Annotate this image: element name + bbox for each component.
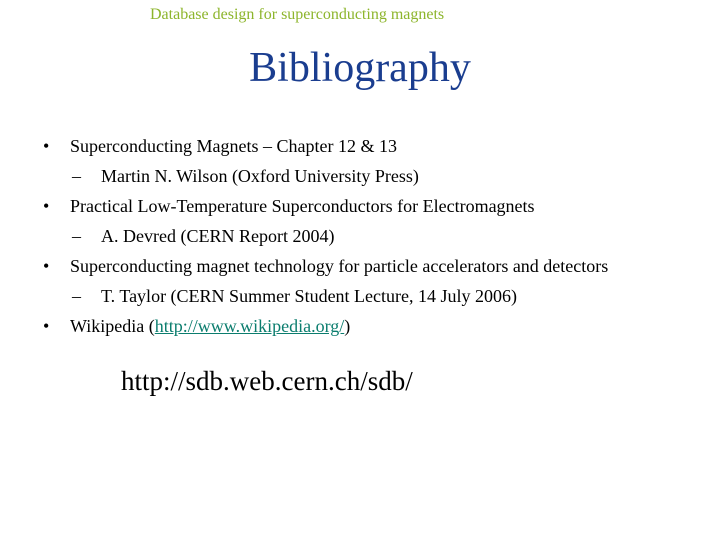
wikipedia-close-paren: ) <box>344 316 351 336</box>
list-subitem <box>0 161 720 191</box>
list-item-text: Superconducting Magnets – Chapter 12 & 13 <box>70 136 397 156</box>
wikipedia-link[interactable]: http://www.wikipedia.org/ <box>154 316 345 336</box>
slide-header: Database design for superconducting magnets <box>150 6 445 23</box>
bullet-icon: • <box>43 316 50 336</box>
dash-icon: – <box>72 286 81 306</box>
bullet-icon: • <box>43 196 50 216</box>
list-subitem <box>0 221 720 251</box>
list-subitem-text: A. Devred (CERN Report 2004) <box>101 226 335 246</box>
bullet-icon: • <box>43 136 50 156</box>
page-title <box>0 44 720 92</box>
list-subitem-text: T. Taylor (CERN Summer Student Lecture, 14 July 2006) <box>101 286 518 306</box>
list-subitem <box>0 281 720 311</box>
list-item-text: Superconducting magnet technology for particle accelerators and detectors <box>70 256 609 276</box>
list-item-text <box>70 311 350 341</box>
bibliography-list <box>0 131 720 341</box>
list-item <box>0 311 720 341</box>
list-subitem-text: Martin N. Wilson (Oxford University Press) <box>101 166 419 186</box>
dash-icon: – <box>72 166 81 186</box>
page-title-text: Bibliography <box>249 45 471 91</box>
list-item-text: Practical Low-Temperature Superconductors for Electromagnets <box>70 196 535 216</box>
list-item <box>0 191 720 221</box>
database-url: http://sdb.web.cern.ch/sdb/ <box>121 366 413 396</box>
dash-icon: – <box>72 226 81 246</box>
wikipedia-label: Wikipedia ( <box>70 316 155 336</box>
list-item <box>0 131 720 161</box>
list-item <box>0 251 720 281</box>
bullet-icon: • <box>43 256 50 276</box>
